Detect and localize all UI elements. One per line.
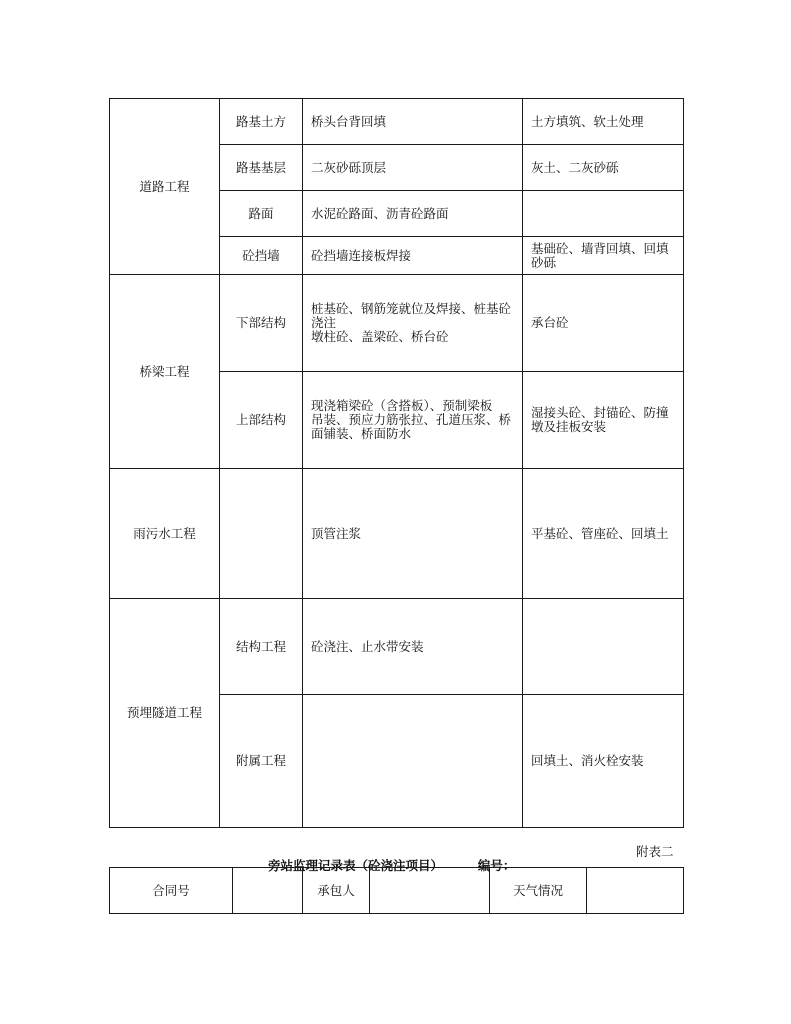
table-row: [110, 99, 684, 145]
category-cell: 预埋隧道工程: [110, 599, 220, 828]
items-cell: 砼挡墙连接板焊接: [303, 237, 523, 275]
category-cell: 桥梁工程: [110, 275, 220, 469]
contractor-field[interactable]: [370, 868, 490, 914]
items-cell: 水泥砼路面、沥青砼路面: [303, 191, 523, 237]
part-cell: 路基基层: [220, 145, 303, 191]
category-cell: 道路工程: [110, 99, 220, 275]
part-cell: 下部结构: [220, 275, 303, 372]
items-cell: [303, 695, 523, 828]
contract-no-field[interactable]: [233, 868, 303, 914]
inspection-items-table: [109, 98, 684, 828]
items-cell: 二灰砂砾顶层: [303, 145, 523, 191]
weather-label: 天气情况: [490, 868, 587, 914]
notes-cell: 灰土、二灰砂砾: [523, 145, 684, 191]
notes-cell: [523, 191, 684, 237]
part-cell: [220, 469, 303, 599]
items-cell: 顶管注浆: [303, 469, 523, 599]
appendix-label: 附表二: [636, 844, 674, 859]
contractor-label: 承包人: [303, 868, 370, 914]
notes-cell: 承台砼: [523, 275, 684, 372]
table-row: [110, 275, 684, 372]
notes-cell: 湿接头砼、封锚砼、防撞 墩及挂板安装: [523, 372, 684, 469]
part-cell: 结构工程: [220, 599, 303, 695]
notes-cell: [523, 599, 684, 695]
form-number-label: 编号：: [477, 858, 516, 873]
weather-field[interactable]: [587, 868, 684, 914]
part-cell: 路基土方: [220, 99, 303, 145]
items-cell: 桥头台背回填: [303, 99, 523, 145]
table-row: [110, 599, 684, 695]
items-cell: 砼浇注、止水带安装: [303, 599, 523, 695]
notes-cell: 基础砼、墙背回填、回填 砂砾: [523, 237, 684, 275]
items-cell: 桩基砼、钢筋笼就位及焊接、桩基砼 浇注 墩柱砼、盖梁砼、桥台砼: [303, 275, 523, 372]
items-cell: 现浇箱梁砼（含搭板）、预制梁板 吊装、预应力筋张拉、孔道压浆、桥 面铺装、桥面防水: [303, 372, 523, 469]
table-row: [110, 868, 684, 914]
category-cell: 雨污水工程: [110, 469, 220, 599]
part-cell: 路面: [220, 191, 303, 237]
notes-cell: 回填土、消火栓安装: [523, 695, 684, 828]
notes-cell: 平基砼、管座砼、回填土: [523, 469, 684, 599]
form-title-text: 旁站监理记录表（砼浇注项目）: [268, 858, 444, 873]
part-cell: 附属工程: [220, 695, 303, 828]
contract-no-label: 合同号: [110, 868, 233, 914]
notes-cell: 土方填筑、软土处理: [523, 99, 684, 145]
part-cell: 上部结构: [220, 372, 303, 469]
part-cell: 砼挡墙: [220, 237, 303, 275]
table-row: [110, 469, 684, 599]
record-header-table: [109, 867, 684, 914]
